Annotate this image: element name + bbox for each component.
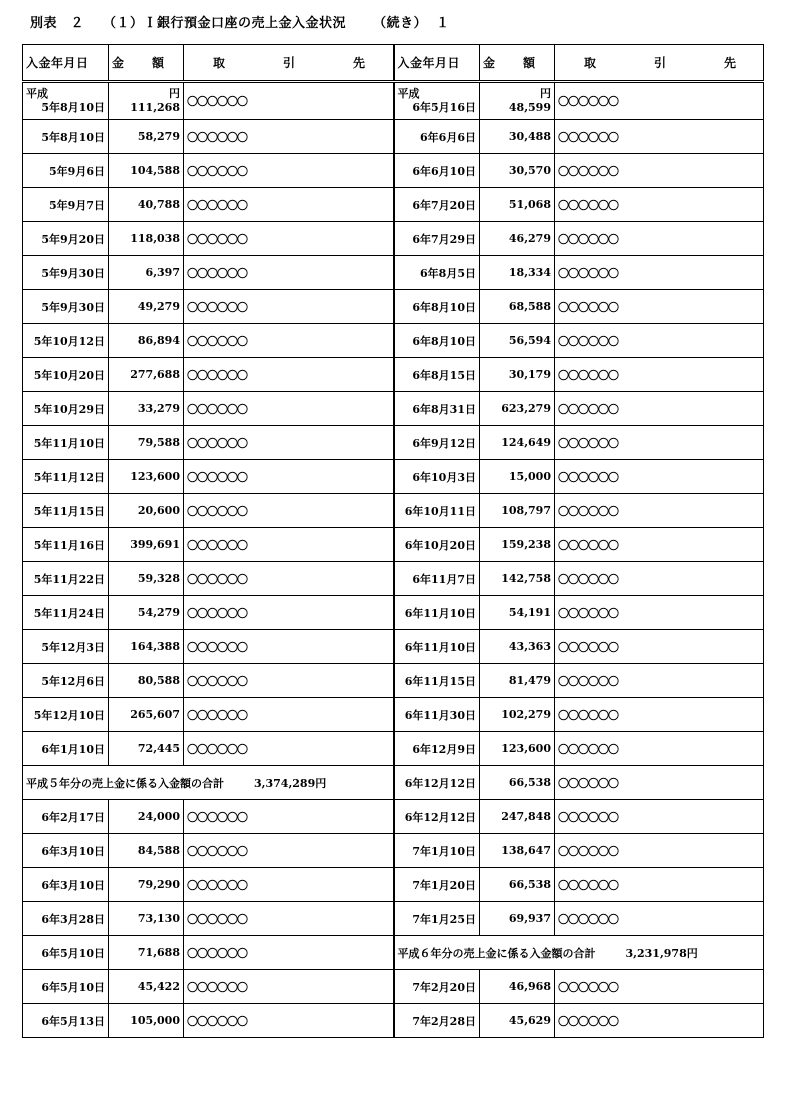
- left-deposit-date: 5年9月7日: [23, 188, 109, 222]
- left-deposit-amount: 40,788: [109, 188, 184, 222]
- table-row: [23, 1004, 764, 1038]
- table-row: [23, 834, 764, 868]
- left-client-name: 〇〇〇〇〇〇: [184, 460, 394, 494]
- left-deposit-date: 5年9月30日: [23, 256, 109, 290]
- left-deposit-amount: [109, 82, 184, 120]
- left-client-name: 〇〇〇〇〇〇: [184, 732, 394, 766]
- left-client-name: 〇〇〇〇〇〇: [184, 188, 394, 222]
- right-client-name: 〇〇〇〇〇〇: [555, 528, 764, 562]
- right-deposit-date: 6年9月12日: [394, 426, 480, 460]
- left-client-name: 〇〇〇〇〇〇: [184, 1004, 394, 1038]
- left-deposit-date: 5年12月6日: [23, 664, 109, 698]
- left-client-name: 〇〇〇〇〇〇: [184, 800, 394, 834]
- right-client-name: 〇〇〇〇〇〇: [555, 222, 764, 256]
- left-year-total: [23, 766, 394, 800]
- header-client-char-2: 引: [283, 56, 296, 70]
- left-client-name: 〇〇〇〇〇〇: [184, 970, 394, 1004]
- table-row: [23, 596, 764, 630]
- right-deposit-date: 6年10月3日: [394, 460, 480, 494]
- left-deposit-date: 5年11月10日: [23, 426, 109, 460]
- left-deposit-amount: 277,688: [109, 358, 184, 392]
- table-row: [23, 290, 764, 324]
- table-row: [23, 766, 764, 800]
- right-deposit-amount: 30,179: [480, 358, 555, 392]
- right-deposit-date: 7年1月25日: [394, 902, 480, 936]
- left-client-name: 〇〇〇〇〇〇: [184, 494, 394, 528]
- left-client-name: 〇〇〇〇〇〇: [184, 120, 394, 154]
- right-client-name: 〇〇〇〇〇〇: [555, 460, 764, 494]
- right-deposit-date: 6年12月12日: [394, 766, 480, 800]
- left-deposit-amount: 164,388: [109, 630, 184, 664]
- title-page-number: １: [436, 16, 450, 31]
- table-row: [23, 324, 764, 358]
- right-deposit-date: 7年2月28日: [394, 1004, 480, 1038]
- document-title: [30, 12, 770, 34]
- left-deposit-amount: 118,038: [109, 222, 184, 256]
- header-amount-char-1: 金: [112, 56, 125, 70]
- right-client-name: 〇〇〇〇〇〇: [555, 630, 764, 664]
- right-deposit-amount: 46,279: [480, 222, 555, 256]
- year-total-value: 3,374,289円: [254, 776, 327, 790]
- right-deposit-date: 6年7月20日: [394, 188, 480, 222]
- header-amount-right: [480, 45, 555, 82]
- title-continued: （続き）: [373, 16, 428, 31]
- stacked-cell: [26, 87, 105, 115]
- date-value: 5年8月10日: [41, 101, 105, 114]
- title-heading: （１）Ｉ銀行預金口座の売上金入金状況: [103, 16, 347, 31]
- right-deposit-amount: 102,279: [480, 698, 555, 732]
- right-deposit-amount: 66,538: [480, 766, 555, 800]
- right-deposit-date: [394, 82, 480, 120]
- era-label: 平成: [26, 87, 48, 100]
- left-deposit-amount: 24,000: [109, 800, 184, 834]
- right-deposit-date: 6年8月10日: [394, 290, 480, 324]
- left-deposit-date: 5年11月16日: [23, 528, 109, 562]
- table-row: [23, 732, 764, 766]
- year-total-label: 平成５年分の売上金に係る入金額の合計: [26, 776, 224, 790]
- left-deposit-amount: 54,279: [109, 596, 184, 630]
- table-row: [23, 154, 764, 188]
- right-deposit-amount: 66,538: [480, 868, 555, 902]
- header-date-right: 入金年月日: [394, 45, 480, 82]
- left-deposit-amount: 80,588: [109, 664, 184, 698]
- right-client-name: 〇〇〇〇〇〇: [555, 256, 764, 290]
- right-deposit-date: 7年2月20日: [394, 970, 480, 1004]
- right-deposit-amount: 51,068: [480, 188, 555, 222]
- right-deposit-date: 6年11月15日: [394, 664, 480, 698]
- table-row: [23, 936, 764, 970]
- right-deposit-amount: 69,937: [480, 902, 555, 936]
- left-client-name: 〇〇〇〇〇〇: [184, 698, 394, 732]
- right-deposit-date: 6年6月10日: [394, 154, 480, 188]
- left-deposit-date: 5年9月30日: [23, 290, 109, 324]
- left-deposit-date: 5年9月20日: [23, 222, 109, 256]
- left-deposit-date: 5年10月12日: [23, 324, 109, 358]
- right-deposit-date: 6年11月10日: [394, 630, 480, 664]
- deposit-ledger-table: [22, 44, 764, 1038]
- right-year-total: [394, 936, 764, 970]
- table-row: [23, 222, 764, 256]
- right-client-name: 〇〇〇〇〇〇: [555, 800, 764, 834]
- right-deposit-date: 6年6月6日: [394, 120, 480, 154]
- table-row: [23, 800, 764, 834]
- left-deposit-amount: 45,422: [109, 970, 184, 1004]
- left-client-name: 〇〇〇〇〇〇: [184, 290, 394, 324]
- left-deposit-date: 5年11月24日: [23, 596, 109, 630]
- right-deposit-date: 6年12月9日: [394, 732, 480, 766]
- date-value: 6年5月16日: [412, 101, 476, 114]
- right-client-name: 〇〇〇〇〇〇: [555, 358, 764, 392]
- left-deposit-date: 5年11月22日: [23, 562, 109, 596]
- right-deposit-date: 6年11月7日: [394, 562, 480, 596]
- table-row: [23, 698, 764, 732]
- right-deposit-amount: 68,588: [480, 290, 555, 324]
- header-amount-char-2: 額: [523, 56, 536, 70]
- year-total-label: 平成６年分の売上金に係る入金額の合計: [397, 946, 596, 960]
- table-row: [23, 664, 764, 698]
- table-row: [23, 256, 764, 290]
- header-amount-char-1: 金: [483, 56, 496, 70]
- header-client-right: [555, 45, 764, 82]
- right-deposit-amount: 56,594: [480, 324, 555, 358]
- right-deposit-amount: 124,649: [480, 426, 555, 460]
- table-row: [23, 82, 764, 120]
- right-client-name: 〇〇〇〇〇〇: [555, 868, 764, 902]
- right-client-name: 〇〇〇〇〇〇: [555, 154, 764, 188]
- left-client-name: 〇〇〇〇〇〇: [184, 834, 394, 868]
- right-deposit-date: 6年12月12日: [394, 800, 480, 834]
- table-row: [23, 392, 764, 426]
- right-client-name: 〇〇〇〇〇〇: [555, 82, 764, 120]
- left-deposit-amount: 79,588: [109, 426, 184, 460]
- header-client-left: [184, 45, 394, 82]
- left-deposit-amount: 58,279: [109, 120, 184, 154]
- left-deposit-amount: 123,600: [109, 460, 184, 494]
- right-deposit-amount: 45,629: [480, 1004, 555, 1038]
- left-deposit-amount: 72,445: [109, 732, 184, 766]
- left-deposit-date: 5年12月3日: [23, 630, 109, 664]
- left-client-name: 〇〇〇〇〇〇: [184, 82, 394, 120]
- right-deposit-date: 6年8月10日: [394, 324, 480, 358]
- left-deposit-amount: 71,688: [109, 936, 184, 970]
- left-client-name: 〇〇〇〇〇〇: [184, 426, 394, 460]
- left-deposit-amount: 6,397: [109, 256, 184, 290]
- left-client-name: 〇〇〇〇〇〇: [184, 154, 394, 188]
- left-client-name: 〇〇〇〇〇〇: [184, 222, 394, 256]
- left-deposit-amount: 33,279: [109, 392, 184, 426]
- left-deposit-amount: 265,607: [109, 698, 184, 732]
- table-row: [23, 562, 764, 596]
- header-client-char-1: 取: [584, 56, 597, 70]
- right-client-name: 〇〇〇〇〇〇: [555, 664, 764, 698]
- right-client-name: 〇〇〇〇〇〇: [555, 596, 764, 630]
- left-client-name: 〇〇〇〇〇〇: [184, 358, 394, 392]
- ledger-body: [23, 45, 764, 1038]
- right-deposit-amount: 108,797: [480, 494, 555, 528]
- right-deposit-date: 6年8月15日: [394, 358, 480, 392]
- left-deposit-date: 6年5月10日: [23, 936, 109, 970]
- table-row: [23, 528, 764, 562]
- left-deposit-date: 6年3月10日: [23, 868, 109, 902]
- table-row: [23, 358, 764, 392]
- right-deposit-amount: 623,279: [480, 392, 555, 426]
- table-row: [23, 460, 764, 494]
- left-deposit-amount: 105,000: [109, 1004, 184, 1038]
- right-deposit-amount: 30,570: [480, 154, 555, 188]
- left-deposit-date: 5年11月15日: [23, 494, 109, 528]
- left-deposit-date: 6年2月17日: [23, 800, 109, 834]
- right-client-name: 〇〇〇〇〇〇: [555, 290, 764, 324]
- right-deposit-date: 6年8月5日: [394, 256, 480, 290]
- left-deposit-date: 5年10月20日: [23, 358, 109, 392]
- table-row: [23, 494, 764, 528]
- left-client-name: 〇〇〇〇〇〇: [184, 902, 394, 936]
- right-deposit-date: 6年10月11日: [394, 494, 480, 528]
- left-deposit-date: 5年12月10日: [23, 698, 109, 732]
- left-deposit-date: 5年8月10日: [23, 120, 109, 154]
- right-client-name: 〇〇〇〇〇〇: [555, 188, 764, 222]
- right-deposit-amount: 159,238: [480, 528, 555, 562]
- left-client-name: 〇〇〇〇〇〇: [184, 562, 394, 596]
- left-deposit-amount: 104,588: [109, 154, 184, 188]
- right-deposit-amount: 30,488: [480, 120, 555, 154]
- left-deposit-date: 6年3月28日: [23, 902, 109, 936]
- right-client-name: 〇〇〇〇〇〇: [555, 902, 764, 936]
- left-deposit-amount: 84,588: [109, 834, 184, 868]
- yen-unit: 円: [540, 87, 551, 100]
- left-client-name: 〇〇〇〇〇〇: [184, 324, 394, 358]
- left-deposit-amount: 73,130: [109, 902, 184, 936]
- table-row: [23, 426, 764, 460]
- right-client-name: 〇〇〇〇〇〇: [555, 120, 764, 154]
- right-deposit-amount: 43,363: [480, 630, 555, 664]
- left-deposit-date: 5年9月6日: [23, 154, 109, 188]
- left-client-name: 〇〇〇〇〇〇: [184, 256, 394, 290]
- right-deposit-amount: 46,968: [480, 970, 555, 1004]
- left-deposit-date: 5年11月12日: [23, 460, 109, 494]
- left-client-name: 〇〇〇〇〇〇: [184, 528, 394, 562]
- yen-unit: 円: [169, 87, 180, 100]
- right-deposit-date: 6年11月30日: [394, 698, 480, 732]
- left-client-name: 〇〇〇〇〇〇: [184, 936, 394, 970]
- stacked-cell: [112, 87, 180, 115]
- header-date-left: 入金年月日: [23, 45, 109, 82]
- left-client-name: 〇〇〇〇〇〇: [184, 392, 394, 426]
- header-amount-left: [109, 45, 184, 82]
- header-client-char-3: 先: [353, 56, 366, 70]
- stacked-cell: [483, 87, 551, 115]
- right-client-name: 〇〇〇〇〇〇: [555, 494, 764, 528]
- table-row: [23, 188, 764, 222]
- right-client-name: 〇〇〇〇〇〇: [555, 324, 764, 358]
- era-label: 平成: [397, 87, 420, 100]
- left-client-name: 〇〇〇〇〇〇: [184, 868, 394, 902]
- right-deposit-amount: 138,647: [480, 834, 555, 868]
- header-row: [23, 45, 764, 82]
- header-client-char-2: 引: [654, 56, 667, 70]
- left-client-name: 〇〇〇〇〇〇: [184, 596, 394, 630]
- left-client-name: 〇〇〇〇〇〇: [184, 630, 394, 664]
- table-row: [23, 120, 764, 154]
- left-deposit-date: 6年3月10日: [23, 834, 109, 868]
- left-deposit-date: 6年5月13日: [23, 1004, 109, 1038]
- right-deposit-date: 6年10月20日: [394, 528, 480, 562]
- left-deposit-date: 6年1月10日: [23, 732, 109, 766]
- right-client-name: 〇〇〇〇〇〇: [555, 392, 764, 426]
- left-client-name: 〇〇〇〇〇〇: [184, 664, 394, 698]
- title-table-number: 別表 ２: [30, 16, 85, 31]
- table-row: [23, 970, 764, 1004]
- left-deposit-amount: 59,328: [109, 562, 184, 596]
- right-deposit-date: 7年1月10日: [394, 834, 480, 868]
- left-deposit-date: [23, 82, 109, 120]
- right-deposit-amount: 54,191: [480, 596, 555, 630]
- left-deposit-date: 5年10月29日: [23, 392, 109, 426]
- right-deposit-amount: 123,600: [480, 732, 555, 766]
- right-deposit-amount: 142,758: [480, 562, 555, 596]
- year-total-value: 3,231,978円: [625, 946, 698, 960]
- stacked-cell: [398, 87, 477, 115]
- table-row: [23, 902, 764, 936]
- header-client-char-3: 先: [724, 56, 737, 70]
- table-row: [23, 630, 764, 664]
- right-client-name: 〇〇〇〇〇〇: [555, 732, 764, 766]
- amount-value: 111,268: [130, 101, 180, 114]
- right-client-name: 〇〇〇〇〇〇: [555, 834, 764, 868]
- right-deposit-amount: [480, 82, 555, 120]
- left-deposit-amount: 79,290: [109, 868, 184, 902]
- right-deposit-date: 6年11月10日: [394, 596, 480, 630]
- right-client-name: 〇〇〇〇〇〇: [555, 698, 764, 732]
- left-deposit-amount: 49,279: [109, 290, 184, 324]
- right-deposit-amount: 81,479: [480, 664, 555, 698]
- right-client-name: 〇〇〇〇〇〇: [555, 426, 764, 460]
- right-deposit-amount: 247,848: [480, 800, 555, 834]
- left-deposit-amount: 20,600: [109, 494, 184, 528]
- header-amount-char-2: 額: [152, 56, 165, 70]
- header-client-char-1: 取: [213, 56, 226, 70]
- right-deposit-date: 7年1月20日: [394, 868, 480, 902]
- left-deposit-date: 6年5月10日: [23, 970, 109, 1004]
- table-row: [23, 868, 764, 902]
- right-deposit-amount: 18,334: [480, 256, 555, 290]
- right-deposit-date: 6年7月29日: [394, 222, 480, 256]
- right-deposit-amount: 15,000: [480, 460, 555, 494]
- left-deposit-amount: 399,691: [109, 528, 184, 562]
- amount-value: 48,599: [508, 101, 551, 114]
- right-client-name: 〇〇〇〇〇〇: [555, 562, 764, 596]
- left-deposit-amount: 86,894: [109, 324, 184, 358]
- right-client-name: 〇〇〇〇〇〇: [555, 970, 764, 1004]
- right-client-name: 〇〇〇〇〇〇: [555, 766, 764, 800]
- right-client-name: 〇〇〇〇〇〇: [555, 1004, 764, 1038]
- right-deposit-date: 6年8月31日: [394, 392, 480, 426]
